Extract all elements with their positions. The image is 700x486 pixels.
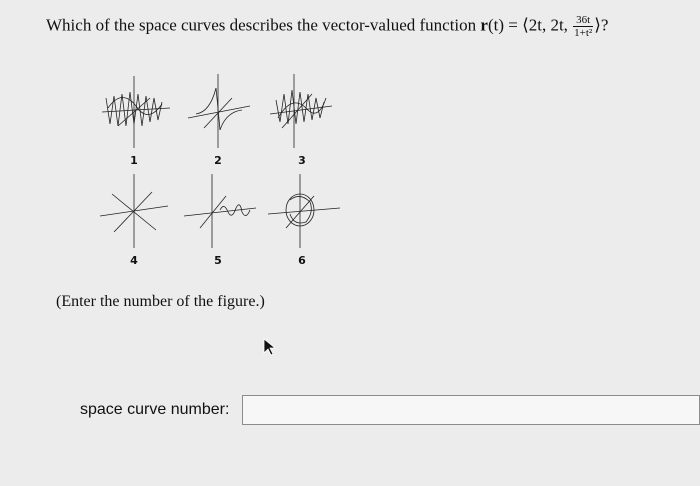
question-suffix: ⟩? <box>594 15 609 35</box>
space-curve-2-plot <box>176 68 260 154</box>
function-args: (t) = ⟨2t, 2t, <box>487 15 573 35</box>
space-curve-number-input[interactable] <box>242 395 700 425</box>
space-curve-figure-5 <box>176 168 260 268</box>
figure-label: 1 <box>130 154 138 167</box>
space-curve-figure-2 <box>176 68 260 168</box>
space-curve-4-plot <box>92 168 176 254</box>
figure-label: 5 <box>214 254 222 267</box>
figure-label: 6 <box>298 254 306 267</box>
figure-label: 3 <box>298 154 306 167</box>
fraction-denominator: 1+t² <box>574 27 593 39</box>
space-curve-figure-4 <box>92 168 176 268</box>
figure-label: 4 <box>130 254 138 267</box>
fraction <box>573 14 593 39</box>
space-curve-figure-3 <box>260 68 344 168</box>
space-curve-3-plot <box>260 68 344 154</box>
figure-label: 2 <box>214 154 222 167</box>
instruction-text: (Enter the number of the figure.) <box>56 293 265 310</box>
space-curve-6-plot <box>260 168 344 254</box>
answer-label: space curve number: <box>80 401 230 418</box>
function-name: r <box>480 15 488 35</box>
space-curve-figure-1 <box>92 68 176 168</box>
mouse-pointer-icon <box>262 338 278 356</box>
fraction-numerator: 36t <box>573 14 593 27</box>
space-curve-figure-6 <box>260 168 344 268</box>
question-prefix: Which of the space curves describes the vector-valued function <box>46 15 481 35</box>
space-curve-5-plot <box>176 168 260 254</box>
space-curve-1-plot <box>92 68 176 154</box>
question-text <box>46 14 608 39</box>
figure-grid <box>92 68 352 278</box>
